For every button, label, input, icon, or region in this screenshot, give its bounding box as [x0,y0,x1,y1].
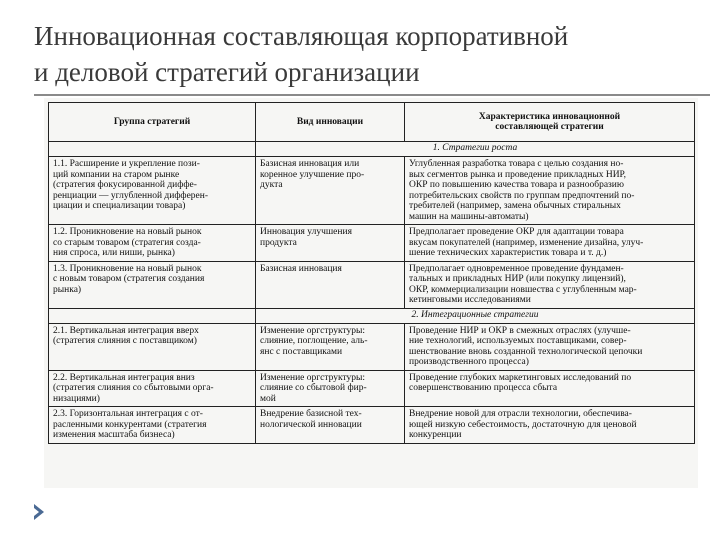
cell-text-line: Проведение глубоких маркетинговых исследований по [409,372,632,383]
cell-text-line: потребительских свойств по группам предпочтений по- [409,190,635,201]
section-spacer-cell [49,142,256,157]
cell-text-line: янс с поставщиками [260,346,343,357]
cell-innovation-type [256,225,405,262]
cell-text-line: 2.3. Горизонтальная интеграция с от- [53,409,203,419]
cell-text-line: совершенствованию процесса сбыта [409,383,558,393]
cell-text-line: Базисная инновация или [260,159,360,169]
cell-text-line: Проведение НИР и ОКР в смежных отраслях (улучше- [409,325,631,336]
title-divider [34,94,710,96]
cell-text-line: низациями) [53,393,100,404]
cell-text-line: слияние, поглощение, аль- [260,336,368,346]
cell-text-line: конкуренции [409,430,462,440]
cell-text-line: рынка) [53,284,82,295]
cell-text-line: Инновация улучшения [260,227,352,237]
cell-text-line: дукта [260,180,283,190]
section-row [49,142,695,157]
cell-strategy-group [49,370,256,407]
cell-text-line: продукта [260,237,297,248]
table-row [49,261,695,308]
cell-text-line: вых сегментов рынка и проведение прикладных НИР, [409,169,627,180]
header-row [49,103,695,142]
cell-text-line: производственного процесса) [409,357,529,367]
cell-text-line: (стратегия слияния с поставщиком) [53,336,197,346]
cell-text-line: шение технических характеристик товара и т. д.) [409,248,607,258]
cell-text-line: вкусам покупателей (например, изменение дизайна, улуч- [409,237,644,248]
slide-title-line-2: и деловой стратегий организации [34,57,420,87]
table-row [49,370,695,407]
cell-text-line: Предполагает проведение ОКР для адаптации товара [409,227,624,237]
cell-text-line: (стратегия фокусированной диффе- [53,180,197,190]
cell-text-line: циации и специализации товара) [53,201,186,211]
cell-text-line: слияние со сбытовой фир- [260,383,367,393]
header-text-line: Вид инновации [296,116,364,127]
cell-innovation-type [256,407,405,444]
slide-bullet-arrow-icon [34,504,44,520]
header-innovation-type [256,103,405,142]
cell-text-line: кетинговыми исследованиями [409,295,531,305]
cell-text-line: (стратегия слияния со сбытовыми орга- [53,383,214,393]
cell-text-line: 2.1. Вертикальная интеграция вверх [53,325,199,336]
cell-text-line: Изменение оргструктуры: [260,325,366,336]
cell-text-line: 2.2. Вертикальная интеграция вниз [53,372,195,383]
table-row [49,157,695,225]
table-row [49,225,695,262]
cell-text-line: Базисная инновация [260,263,342,274]
cell-text-line: ренциации — углубленной дифферен- [53,190,209,201]
table-row [49,323,695,370]
cell-text-line: 1.1. Расширение и укрепление пози- [53,159,200,169]
cell-text-line: ющей низкую себестоимость, достаточную для ценовой [409,419,637,430]
cell-text-line: ния спроса, или ниши, рынка) [53,248,175,258]
cell-text-line: Изменение оргструктуры: [260,372,366,383]
cell-characteristic [405,157,695,225]
cell-text-line: изменения масштаба бизнеса) [53,430,175,440]
cell-text-line: шенствование вновь созданной технологической цепочки [409,346,643,357]
section-title: 1. Стратегии роста [256,142,695,157]
cell-innovation-type [256,157,405,225]
cell-text-line: Предполагает одновременное проведение фундамен- [409,263,624,274]
cell-characteristic [405,370,695,407]
cell-text-line: нологической инновации [260,419,362,430]
cell-text-line: ОКР по повышению качества товара и разнообразию [409,180,624,190]
table-header [49,103,695,142]
cell-text-line: 1.3. Проникновение на новый рынок [53,263,202,274]
cell-characteristic [405,225,695,262]
cell-characteristic [405,261,695,308]
cell-characteristic [405,323,695,370]
cell-text-line: Внедрение базисной тех- [260,409,362,419]
cell-innovation-type [256,261,405,308]
cell-text-line: машин на машины-автоматы) [409,211,529,222]
cell-text-line: тальных и прикладных НИР (или покупку лицензий), [409,274,626,284]
section-row [49,308,695,323]
cell-text-line: ций компании на старом рынке [53,169,180,180]
cell-text-line: Углубленная разработка товара с целью создания но- [409,159,624,169]
section-title: 2. Интеграционные стратегии [256,308,695,323]
cell-text-line: требителей (например, замена обычных стиральных [409,201,621,211]
cell-innovation-type [256,323,405,370]
cell-text-line: со старым товаром (стратегия созда- [53,237,201,248]
cell-text-line: ОКР, коммерциализации новшества с углубленным мар- [409,284,637,295]
section-spacer-cell [49,308,256,323]
slide-title [34,18,714,90]
header-characteristic [405,103,695,142]
header-text-line: Характеристика инновационной [478,111,621,122]
cell-text-line: ние технологий, используемых поставщиками, совер- [409,336,627,346]
cell-text-line: расленными конкурентами (стратегия [53,419,207,430]
header-strategy-group [49,103,256,142]
cell-text-line: мой [260,393,276,404]
table-row [49,407,695,444]
cell-text-line: с новым товаром (стратегия создания [53,274,205,284]
slide-title-line-1: Инновационная составляющая корпоративной [34,21,569,51]
cell-strategy-group [49,261,256,308]
cell-text-line: 1.2. Проникновение на новый рынок [53,227,202,237]
cell-strategy-group [49,157,256,225]
cell-strategy-group [49,407,256,444]
strategy-table [48,102,695,444]
cell-text-line: коренное улучшение про- [260,169,365,180]
cell-strategy-group [49,225,256,262]
header-text-line: составляющей стратегии [495,122,604,132]
cell-innovation-type [256,370,405,407]
header-text-line: Группа стратегий [113,116,191,127]
cell-strategy-group [49,323,256,370]
cell-text-line: Внедрение новой для отрасли технологии, обеспечива- [409,409,632,419]
table-body [49,142,695,444]
cell-characteristic [405,407,695,444]
